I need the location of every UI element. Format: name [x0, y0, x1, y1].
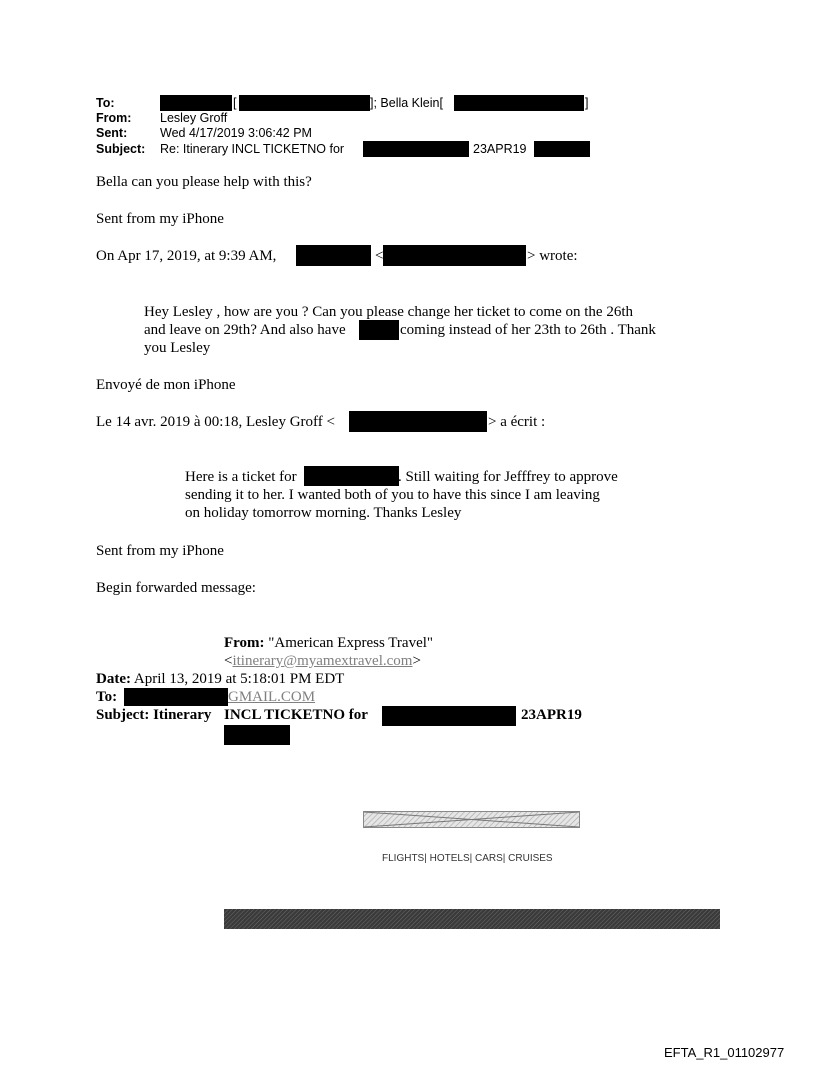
quote2-line2: sending it to her. I wanted both of you to have this since I am leaving	[185, 487, 600, 503]
redaction-block	[124, 688, 228, 706]
reply-intro-prefix: On Apr 17, 2019, at 9:39 AM,	[96, 248, 277, 264]
quote2-line1-b: . Still waiting for Jefffrey to approve	[398, 469, 618, 485]
from-value: Lesley Groff	[160, 111, 228, 125]
fwd-from-label: From:	[224, 635, 265, 651]
quote1-line2-a: and leave on 29th? And also have	[144, 322, 346, 338]
quote1-line2-b: coming instead of her 23th to 26th . Thank	[400, 322, 656, 338]
redaction-block	[383, 245, 526, 266]
sent-value: Wed 4/17/2019 3:06:42 PM	[160, 126, 312, 140]
redaction-block	[160, 95, 232, 111]
redaction-block	[304, 466, 399, 486]
subject-label: Subject:	[96, 142, 146, 156]
quote1-line3: you Lesley	[144, 340, 211, 356]
fwd-to-label: To:	[96, 689, 118, 705]
redaction-block	[296, 245, 371, 266]
redaction-block	[359, 320, 399, 340]
fwd-email-gt: >	[412, 653, 421, 669]
begin-forwarded: Begin forwarded message:	[96, 580, 256, 596]
redaction-block	[534, 141, 590, 157]
subject-value: Re: Itinerary INCL TICKETNO for	[160, 142, 345, 156]
fwd-subject-mid: INCL TICKETNO for	[224, 707, 368, 723]
redaction-block	[454, 95, 584, 111]
le14-prefix: Le 14 avr. 2019 à 00:18, Lesley Groff <	[96, 414, 335, 430]
reply-intro-lt: <	[375, 248, 384, 264]
fwd-from-email-link[interactable]: itinerary@myamextravel.com	[232, 653, 413, 669]
redaction-block	[363, 141, 469, 157]
redaction-block	[382, 706, 516, 726]
fwd-date-value: April 13, 2019 at 5:18:01 PM EDT	[133, 671, 345, 687]
to-label: To:	[96, 96, 115, 110]
to-bracket-open: [	[233, 96, 237, 110]
sent-from-iphone-2: Sent from my iPhone	[96, 543, 224, 559]
fwd-from-value: "American Express Travel"	[268, 635, 434, 651]
quote1-line1: Hey Lesley , how are you ? Can you please change her ticket to come on the 26th	[144, 304, 634, 320]
broken-image-icon	[363, 811, 580, 828]
redaction-block	[349, 411, 487, 432]
sent-label: Sent:	[96, 126, 128, 140]
fwd-email-lt: <	[224, 653, 233, 669]
quote2-line3: on holiday tomorrow morning. Thanks Lesley	[185, 505, 462, 521]
le14-suffix: > a écrit :	[488, 414, 546, 430]
document-id: EFTA_R1_01102977	[664, 1045, 785, 1060]
to-recipient-bella: ]; Bella Klein[	[370, 96, 443, 110]
fwd-from-email-row	[224, 653, 421, 670]
header-to-row	[96, 96, 160, 110]
header-sent-row	[96, 126, 312, 140]
quote2-line1-a: Here is a ticket for	[185, 469, 297, 485]
redaction-block	[239, 95, 370, 111]
envoye-de-mon-iphone: Envoyé de mon iPhone	[96, 377, 236, 393]
redaction-block	[224, 725, 290, 745]
reply-intro-suffix: > wrote:	[527, 248, 578, 264]
fwd-subject-label: Subject: Itinerary	[96, 707, 212, 723]
banner-image	[224, 909, 720, 929]
sent-from-iphone: Sent from my iPhone	[96, 211, 224, 227]
nav-links[interactable]: FLIGHTS| HOTELS| CARS| CRUISES	[382, 853, 553, 864]
fwd-date-row	[96, 671, 344, 688]
fwd-subject-date: 23APR19	[521, 707, 582, 723]
fwd-from-row	[224, 635, 433, 652]
header-from-row	[96, 111, 227, 125]
header-subject-row	[96, 142, 344, 156]
body-line-help: Bella can you please help with this?	[96, 174, 312, 190]
to-bracket-close: ]	[585, 96, 589, 110]
subject-date: 23APR19	[473, 142, 527, 156]
fwd-date-label: Date:	[96, 671, 131, 687]
fwd-to-value[interactable]: GMAIL.COM	[228, 689, 316, 705]
from-label: From:	[96, 111, 132, 125]
